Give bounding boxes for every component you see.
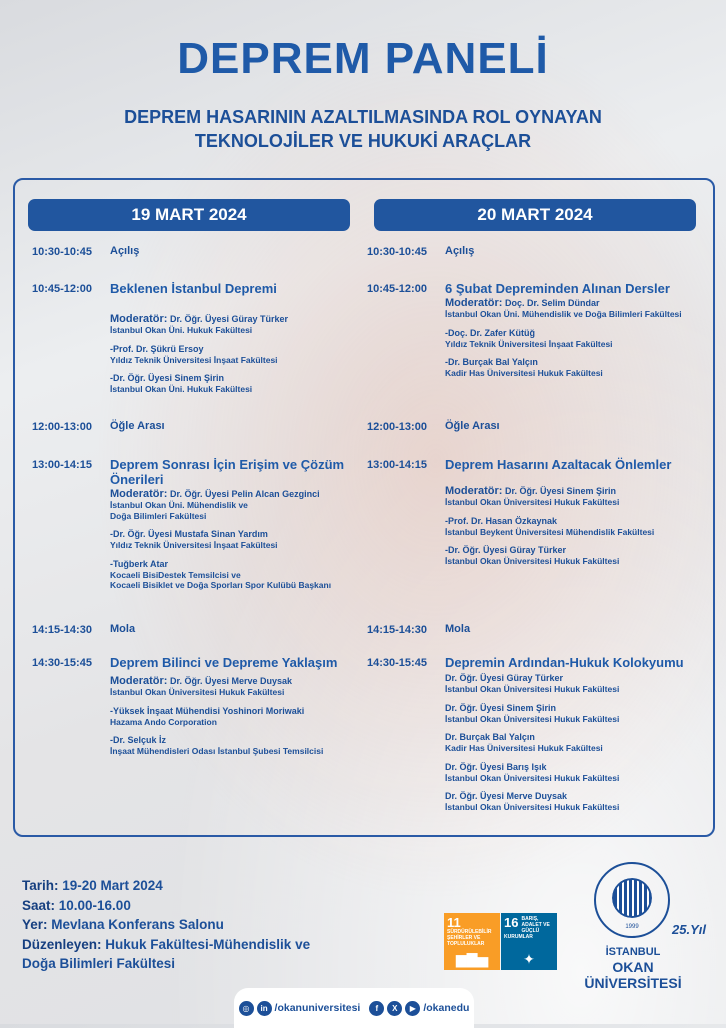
facebook-icon[interactable]: f xyxy=(369,1001,384,1016)
speaker-name: Dr. Öğr. Üyesi Merve Duysak xyxy=(445,791,568,801)
speaker-affiliation: Kadir Has Üniversitesi Hukuk Fakültesi xyxy=(445,368,603,378)
session xyxy=(32,281,362,419)
place-label: Yer: xyxy=(22,917,48,932)
session xyxy=(32,457,362,622)
moderator-name: Doç. Dr. Selim Dündar xyxy=(504,298,600,308)
time-label: Saat: xyxy=(22,897,56,913)
session-body xyxy=(445,281,712,379)
speaker-name: -Prof. Dr. Hasan Özkaynak xyxy=(445,515,558,526)
speaker xyxy=(110,706,362,728)
session xyxy=(367,281,712,419)
speaker-name: -Dr. Öğr. Üyesi Güray Türker xyxy=(445,545,567,555)
speaker xyxy=(110,559,362,591)
speaker-affiliation: İstanbul Okan Üniversitesi Hukuk Fakültesi xyxy=(445,684,620,694)
session-body xyxy=(110,655,362,757)
linkedin-icon[interactable]: in xyxy=(257,1001,272,1016)
moderator-label: Moderatör: xyxy=(445,485,503,497)
speaker xyxy=(445,516,712,538)
session xyxy=(32,244,362,281)
social-handle[interactable]: /okanuniversitesi xyxy=(274,1002,361,1014)
subtitle-line: DEPREM HASARININ AZALTILMASINDA ROL OYNAYAN xyxy=(124,107,602,127)
session-row xyxy=(367,281,712,379)
session-time: 14:15-14:30 xyxy=(367,624,427,636)
moderator-label: Moderatör: xyxy=(445,297,503,309)
speaker-name: Dr. Öğr. Üyesi Güray Türker xyxy=(445,673,564,683)
speaker xyxy=(110,529,362,551)
speaker xyxy=(445,762,712,784)
session-time: 12:00-13:00 xyxy=(367,421,427,433)
session-body xyxy=(445,622,712,637)
moderator xyxy=(110,676,362,698)
subtitle-line: TEKNOLOJİLER VE HUKUKİ ARAÇLAR xyxy=(194,131,532,151)
session-body xyxy=(110,622,362,637)
session xyxy=(32,655,362,761)
session-title: Açılış xyxy=(110,245,140,257)
session xyxy=(367,244,712,281)
date-value: 19-20 Mart 2024 xyxy=(58,878,163,893)
place-value: Mevlana Konferans Salonu xyxy=(47,917,224,932)
speaker-name: -Prof. Dr. Şükrü Ersoy xyxy=(110,343,204,354)
session xyxy=(367,419,712,457)
moderator-affiliation: İstanbul Okan Üni. Hukuk Fakültesi xyxy=(110,325,253,335)
session-time: 13:00-14:15 xyxy=(32,459,92,471)
session-row xyxy=(32,622,362,637)
speaker-name: Dr. Öğr. Üyesi Sinem Şirin xyxy=(445,702,557,713)
speaker-affiliation: İstanbul Okan Üniversitesi Hukuk Fakültesi xyxy=(445,556,620,566)
session xyxy=(367,655,712,817)
moderator xyxy=(110,314,362,336)
session-time: 14:15-14:30 xyxy=(32,624,92,636)
page-title: DEPREM PANELİ xyxy=(177,34,549,83)
session-body xyxy=(445,655,712,813)
instagram-icon[interactable]: ◎ xyxy=(239,1001,254,1016)
session-row xyxy=(32,419,362,434)
speaker-name: -Doç. Dr. Zafer Kütüğ xyxy=(445,327,536,338)
session-title: Mola xyxy=(110,623,136,635)
moderator xyxy=(110,489,362,521)
session-title: Mola xyxy=(445,623,471,635)
time-value: 10.00-16.00 xyxy=(55,897,131,913)
session-time: 14:30-15:45 xyxy=(367,657,427,669)
event-info xyxy=(22,876,310,974)
session-row xyxy=(367,622,712,637)
session-body xyxy=(445,457,712,567)
session-body xyxy=(110,281,362,395)
sdg-16-tile xyxy=(501,913,557,970)
speaker xyxy=(445,673,712,695)
session-title: Açılış xyxy=(445,245,475,257)
session-title: Beklenen İstanbul Depremi xyxy=(110,281,277,296)
speaker xyxy=(110,373,362,395)
session-time: 13:00-14:15 xyxy=(367,459,427,471)
session-body xyxy=(445,244,712,259)
subtitle xyxy=(0,105,726,153)
speaker-affiliation: İnşaat Mühendisleri Odası İstanbul Şubesi Temsilcisi xyxy=(110,746,324,756)
session-title: Depremin Ardından-Hukuk Kolokyumu xyxy=(445,655,684,670)
session-time: 10:45-12:00 xyxy=(32,283,92,295)
seal-year: 1999 xyxy=(625,924,639,930)
speaker-affiliation: İstanbul Okan Üniversitesi Hukuk Fakültesi xyxy=(445,772,620,783)
moderator xyxy=(445,298,712,320)
organizer-value: Hukuk Fakültesi-Mühendislik ve xyxy=(101,936,311,952)
day-column xyxy=(367,244,712,817)
speaker-affiliation: Hazama Ando Corporation xyxy=(110,716,217,727)
moderator-name: Dr. Öğr. Üyesi Güray Türker xyxy=(169,314,289,324)
moderator-label: Moderatör: xyxy=(110,488,168,500)
session xyxy=(32,622,362,655)
university-seal xyxy=(594,862,670,938)
anniversary-badge: 25.Yıl xyxy=(672,922,706,937)
speaker xyxy=(445,328,712,350)
session-row xyxy=(32,655,362,757)
speaker-affiliation: Yıldız Teknik Üniversitesi İnşaat Fakültesi xyxy=(110,540,278,550)
session-title: 6 Şubat Depreminden Alınan Dersler xyxy=(445,281,670,296)
speaker xyxy=(445,545,712,567)
speaker xyxy=(110,344,362,366)
speaker-affiliation: Yıldız Teknik Üniversitesi İnşaat Fakültesi xyxy=(445,338,613,349)
session-row xyxy=(32,457,362,591)
moderator-affiliation: İstanbul Okan Üni. Mühendislik ve Doğa Bilimleri Fakültesi xyxy=(445,309,682,319)
organizer-label: Düzenleyen: xyxy=(22,936,102,952)
moderator-name: Dr. Öğr. Üyesi Pelin Alcan Gezginci xyxy=(169,489,320,499)
session-body xyxy=(110,419,362,434)
speaker-affiliation: İstanbul Beykent Üniversitesi Mühendislik Fakültesi xyxy=(445,526,655,537)
moderator-name: Dr. Öğr. Üyesi Merve Duysak xyxy=(169,676,293,686)
sdg-label: SÜRDÜRÜLEBİLİR ŞEHİRLER VE TOPLULUKLAR xyxy=(447,929,492,947)
sdg-11-tile xyxy=(444,913,500,970)
speaker-name: -Dr. Öğr. Üyesi Sinem Şirin xyxy=(110,373,225,383)
seal-emblem xyxy=(612,878,652,918)
session-time: 14:30-15:45 xyxy=(32,657,92,669)
speaker-name: -Dr. Burçak Bal Yalçın xyxy=(445,357,538,367)
dove-icon: ✦ xyxy=(523,951,535,967)
youtube-icon[interactable]: ▶ xyxy=(405,1001,420,1016)
session-time: 10:30-10:45 xyxy=(32,246,92,258)
moderator xyxy=(445,486,712,508)
session-title: Deprem Hasarını Azaltacak Önlemler xyxy=(445,457,672,472)
speaker-affiliation: İstanbul Okan Üni. Hukuk Fakültesi xyxy=(110,384,253,394)
session-title: Öğle Arası xyxy=(445,420,500,432)
organizer-value-2: Doğa Bilimleri Fakültesi xyxy=(22,956,176,971)
session-body xyxy=(110,244,362,259)
session-row xyxy=(32,244,362,259)
speaker xyxy=(445,703,712,725)
session-time: 10:30-10:45 xyxy=(367,246,427,258)
session-title: Deprem Sonrası İçin Erişim ve Çözüm Önerileri xyxy=(110,457,345,487)
speaker-affiliation: İstanbul Okan Üniversitesi Hukuk Fakültesi xyxy=(445,802,620,812)
speaker-name: Dr. Burçak Bal Yalçın xyxy=(445,732,535,742)
session-body xyxy=(110,457,362,591)
speaker xyxy=(445,791,712,813)
university-logo-text xyxy=(562,946,704,991)
speaker-affiliation: Kadir Has Üniversitesi Hukuk Fakültesi xyxy=(445,743,603,753)
session-row xyxy=(367,655,712,813)
day-column xyxy=(32,244,362,761)
speaker-name: -Tuğberk Atar xyxy=(110,558,169,569)
speaker-name: -Yüksek İnşaat Mühendisi Yoshinori Moriwaki xyxy=(110,705,305,716)
session-title: Deprem Bilinci ve Depreme Yaklaşım xyxy=(110,655,338,670)
logo-line1: İSTANBUL xyxy=(605,946,661,958)
social-bar xyxy=(234,988,474,1028)
speaker-name: -Dr. Öğr. Üyesi Mustafa Sinan Yardım xyxy=(110,529,268,539)
moderator-label: Moderatör: xyxy=(110,313,168,325)
speaker-affiliation: İstanbul Okan Üniversitesi Hukuk Fakültesi xyxy=(445,713,620,724)
logo-line2: OKAN ÜNİVERSİTESİ xyxy=(584,959,682,991)
day2-date: 20 MART 2024 xyxy=(374,199,696,231)
speaker-affiliation: Kocaeli BisiDestek Temsilcisi ve Kocaeli Bisiklet ve Doğa Sporları Spor Kulübü Başkanı xyxy=(110,569,332,590)
session-time: 12:00-13:00 xyxy=(32,421,92,433)
sdg-number: 11 xyxy=(447,915,461,930)
city-icon: ▆▇▅ xyxy=(455,951,489,967)
moderator-name: Dr. Öğr. Üyesi Sinem Şirin xyxy=(504,486,617,496)
session xyxy=(367,622,712,655)
moderator-affiliation: İstanbul Okan Üni. Mühendislik ve Doğa Bilimleri Fakültesi xyxy=(110,500,248,521)
session-time: 10:45-12:00 xyxy=(367,283,427,295)
speaker-name: Dr. Öğr. Üyesi Barış Işık xyxy=(445,761,547,772)
date-label: Tarih: xyxy=(22,878,59,893)
day1-date: 19 MART 2024 xyxy=(28,199,350,231)
session-row xyxy=(32,281,362,395)
moderator-affiliation: İstanbul Okan Üniversitesi Hukuk Fakültesi xyxy=(445,497,620,507)
sdg-label: BARIŞ, ADALET VE GÜÇLÜ KURUMLAR xyxy=(504,916,550,940)
speaker xyxy=(445,732,712,754)
speaker xyxy=(445,357,712,379)
moderator-label: Moderatör: xyxy=(110,675,168,687)
session-row xyxy=(367,457,712,567)
speaker-name: -Dr. Selçuk İz xyxy=(110,735,167,745)
session-title: Öğle Arası xyxy=(110,420,165,432)
moderator-affiliation: İstanbul Okan Üniversitesi Hukuk Fakültesi xyxy=(110,687,285,697)
social-handle[interactable]: /okanedu xyxy=(423,1002,470,1014)
session-row xyxy=(367,419,712,434)
session-row xyxy=(367,244,712,259)
x-icon[interactable]: X xyxy=(387,1001,402,1016)
speaker xyxy=(110,735,362,757)
session xyxy=(367,457,712,622)
session xyxy=(32,419,362,457)
speaker-affiliation: Yıldız Teknik Üniversitesi İnşaat Fakültesi xyxy=(110,354,278,365)
session-body xyxy=(445,419,712,434)
sdg-number: 16 xyxy=(504,915,519,930)
